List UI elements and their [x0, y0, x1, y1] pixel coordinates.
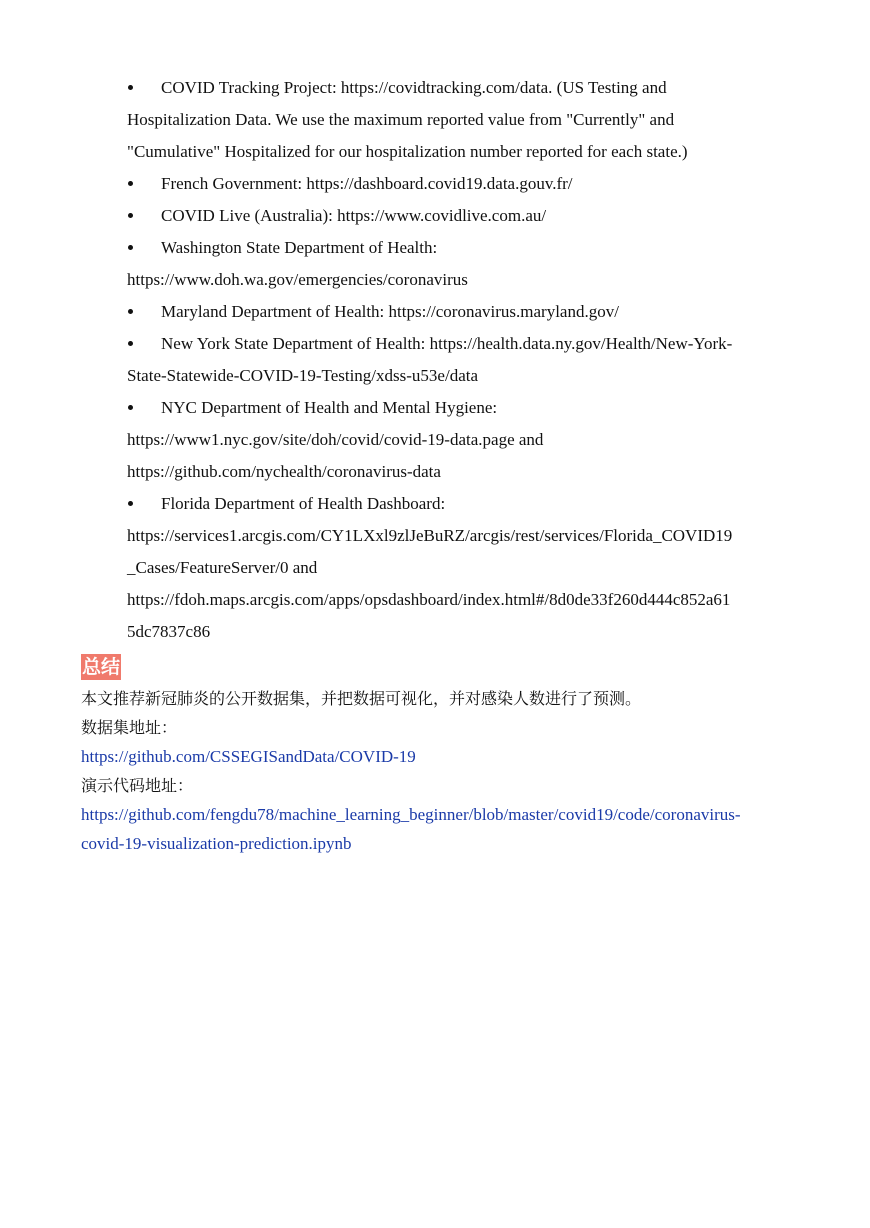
code-link-line: covid-19-visualization-prediction.ipynb [81, 834, 352, 853]
summary-section [81, 654, 821, 858]
source-line [127, 72, 797, 104]
source-text: NYC Department of Health and Mental Hygiene: [161, 398, 498, 417]
source-text: "Cumulative" Hospitalized for our hospitalization number reported for each state.) [127, 142, 688, 161]
source-line [127, 168, 797, 200]
source-text: Hospitalization Data. We use the maximum reported value from "Currently" and [127, 110, 675, 129]
source-item-nyc-health [127, 392, 797, 488]
source-text: 5dc7837c86 [127, 622, 211, 641]
bullet-icon [127, 200, 137, 232]
bullet-icon [127, 168, 137, 200]
source-line [127, 296, 797, 328]
source-item-washington [127, 232, 797, 296]
bullet-icon [127, 296, 137, 328]
source-text: https://www1.nyc.gov/site/doh/covid/covid-19-data.page and [127, 430, 544, 449]
source-line [127, 328, 797, 360]
dataset-label: 数据集地址： [81, 718, 178, 737]
source-item-florida [127, 488, 797, 648]
source-item-covid-live [127, 200, 797, 232]
bullet-icon [127, 488, 137, 520]
source-text: Florida Department of Health Dashboard: [161, 494, 446, 513]
source-text: https://fdoh.maps.arcgis.com/apps/opsdashboard/index.html#/8d0de33f260d444c852a61 [127, 590, 731, 609]
source-text: https://github.com/nychealth/coronavirus-data [127, 462, 441, 481]
source-text: https://services1.arcgis.com/CY1LXxl9zlJeBuRZ/arcgis/rest/services/Florida_COVID19 [127, 526, 733, 545]
source-text: French Government: https://dashboard.covid19.data.gouv.fr/ [161, 174, 573, 193]
bullet-icon [127, 72, 137, 104]
source-line [127, 232, 797, 264]
source-line [127, 488, 797, 520]
bullet-icon [127, 232, 137, 264]
source-text: State-Statewide-COVID-19-Testing/xdss-u53e/data [127, 366, 479, 385]
bullet-icon [127, 392, 137, 424]
summary-body: 本文推荐新冠肺炎的公开数据集，并把数据可视化，并对感染人数进行了预测。 [81, 689, 642, 708]
source-item-new-york-state [127, 328, 797, 392]
source-text: COVID Live (Australia): https://www.covidlive.com.au/ [161, 206, 547, 225]
code-label: 演示代码地址： [81, 776, 194, 795]
source-text: COVID Tracking Project: https://covidtracking.com/data. (US Testing and [161, 78, 667, 97]
source-line [127, 200, 797, 232]
source-text: New York State Department of Health: https://health.data.ny.gov/Health/New-York- [161, 334, 733, 353]
data-sources-list [127, 72, 797, 648]
source-text: Washington State Department of Health: [161, 238, 438, 257]
source-text: _Cases/FeatureServer/0 and [127, 558, 318, 577]
source-text: https://www.doh.wa.gov/emergencies/coronavirus [127, 270, 468, 289]
source-item-covid-tracking [127, 72, 797, 168]
source-item-maryland [127, 296, 797, 328]
code-link-line: https://github.com/fengdu78/machine_learning_beginner/blob/master/covid19/code/coronavirus- [81, 805, 741, 824]
source-text: Maryland Department of Health: https://coronavirus.maryland.gov/ [161, 302, 619, 321]
source-item-french-government [127, 168, 797, 200]
bullet-icon [127, 328, 137, 360]
summary-heading: 总结 [82, 656, 121, 678]
dataset-link[interactable]: https://github.com/CSSEGISandData/COVID-19 [81, 747, 416, 766]
code-link[interactable] [81, 800, 821, 858]
source-line [127, 392, 797, 424]
